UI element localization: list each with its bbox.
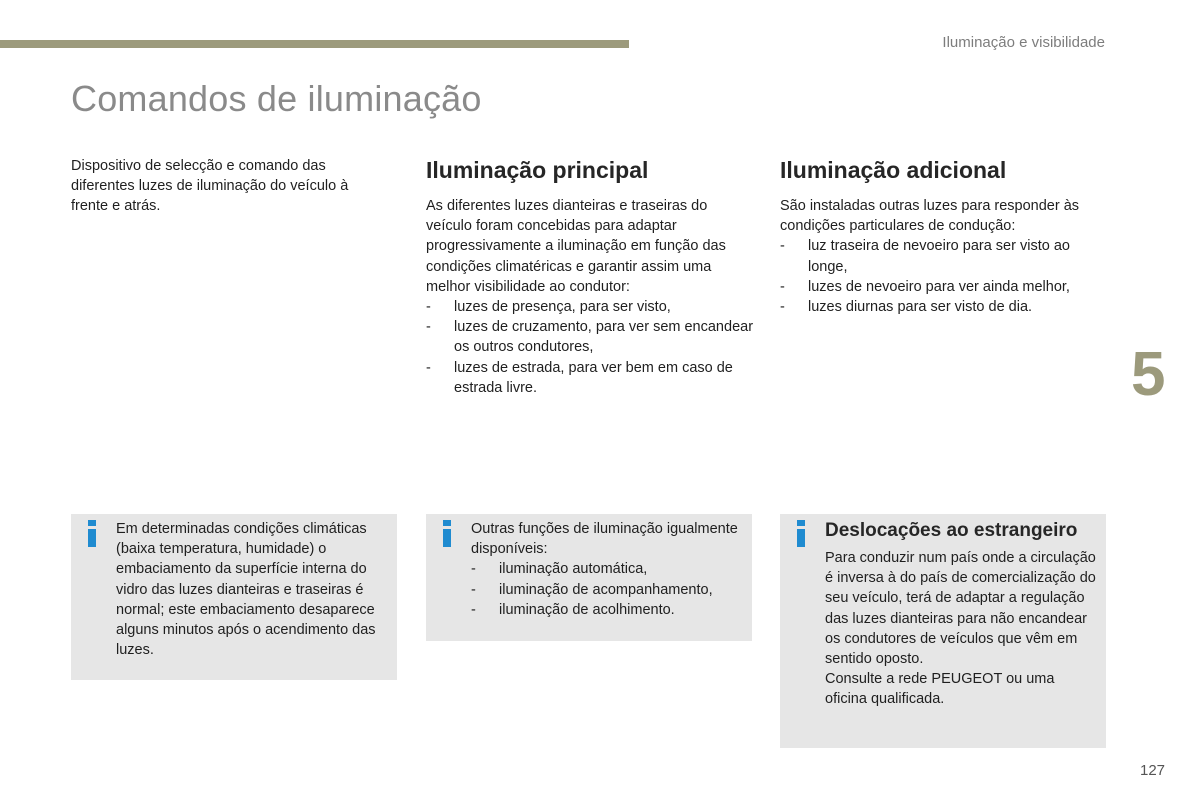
- section-header: Iluminação e visibilidade: [942, 34, 1105, 51]
- info-box-body: [825, 519, 1098, 710]
- adicional-column: [780, 156, 1110, 317]
- chapter-number: 5: [1131, 340, 1166, 409]
- list-item: - luzes de presença, para ser visto,: [426, 297, 756, 317]
- list-item: - luzes de estrada, para ver bem em caso de estrada livre.: [426, 358, 756, 398]
- page-title: Comandos de iluminação: [71, 78, 482, 119]
- list-item: - iluminação de acompanhamento,: [471, 580, 744, 600]
- principal-list: [426, 297, 756, 398]
- info-box-text-secondary: Consulte a rede PEUGEOT ou uma oficina qualificada.: [825, 671, 1055, 708]
- principal-column: [426, 156, 756, 398]
- info-box-other-functions: [426, 514, 752, 641]
- info-box-text: Outras funções de iluminação igualmente disponíveis:: [471, 521, 738, 558]
- list-item: - iluminação automática,: [471, 559, 744, 579]
- list-item: - luzes diurnas para ser visto de dia.: [780, 297, 1110, 317]
- info-box-body: [471, 519, 744, 620]
- list-item: - luz traseira de nevoeiro para ser visto ao longe,: [780, 236, 1110, 276]
- adicional-list: [780, 236, 1110, 317]
- list-item: - luzes de nevoeiro para ver ainda melhor,: [780, 277, 1110, 297]
- principal-title: Iluminação principal: [426, 157, 649, 183]
- info-box-list: [471, 559, 744, 620]
- info-box-travel-abroad: [780, 514, 1106, 748]
- list-item: - iluminação de acolhimento.: [471, 600, 744, 620]
- principal-text: As diferentes luzes dianteiras e traseiras do veículo foram concebidas para adaptar progressivamente a iluminação em função das condições climatéricas e garantir assim uma melhor visibilidade ao condutor:: [426, 198, 726, 295]
- info-icon: [87, 520, 97, 546]
- info-box-title: Deslocações ao estrangeiro: [825, 520, 1078, 541]
- intro-text: Dispositivo de selecção e comando das diferentes luzes de iluminação do veículo à frente e atrás.: [71, 158, 349, 215]
- info-box-text: Em determinadas condições climáticas (baixa temperatura, humidade) o embaciamento da superfície interna do vidro das luzes dianteiras e traseiras é normal; este embaciamento desaparece alguns minutos após o acendimento das luzes.: [116, 521, 376, 659]
- info-icon: [796, 520, 806, 546]
- info-icon: [442, 520, 452, 546]
- info-box-body: [116, 519, 389, 660]
- adicional-text: São instaladas outras luzes para responder às condições particulares de condução:: [780, 198, 1080, 235]
- list-item: - luzes de cruzamento, para ver sem encandear os outros condutores,: [426, 317, 756, 357]
- top-accent-rule: [0, 40, 629, 48]
- intro-column: [71, 156, 381, 217]
- info-box-fogging: [71, 514, 397, 680]
- page-number: 127: [1140, 762, 1166, 779]
- adicional-title: Iluminação adicional: [780, 157, 1007, 183]
- info-box-text: Para conduzir num país onde a circulação é inversa à do país de comercialização do seu veículo, terá de adaptar a regulação das luzes dianteiras para não encandear os condutores de veículos que vêm em sentido oposto.: [825, 550, 1096, 668]
